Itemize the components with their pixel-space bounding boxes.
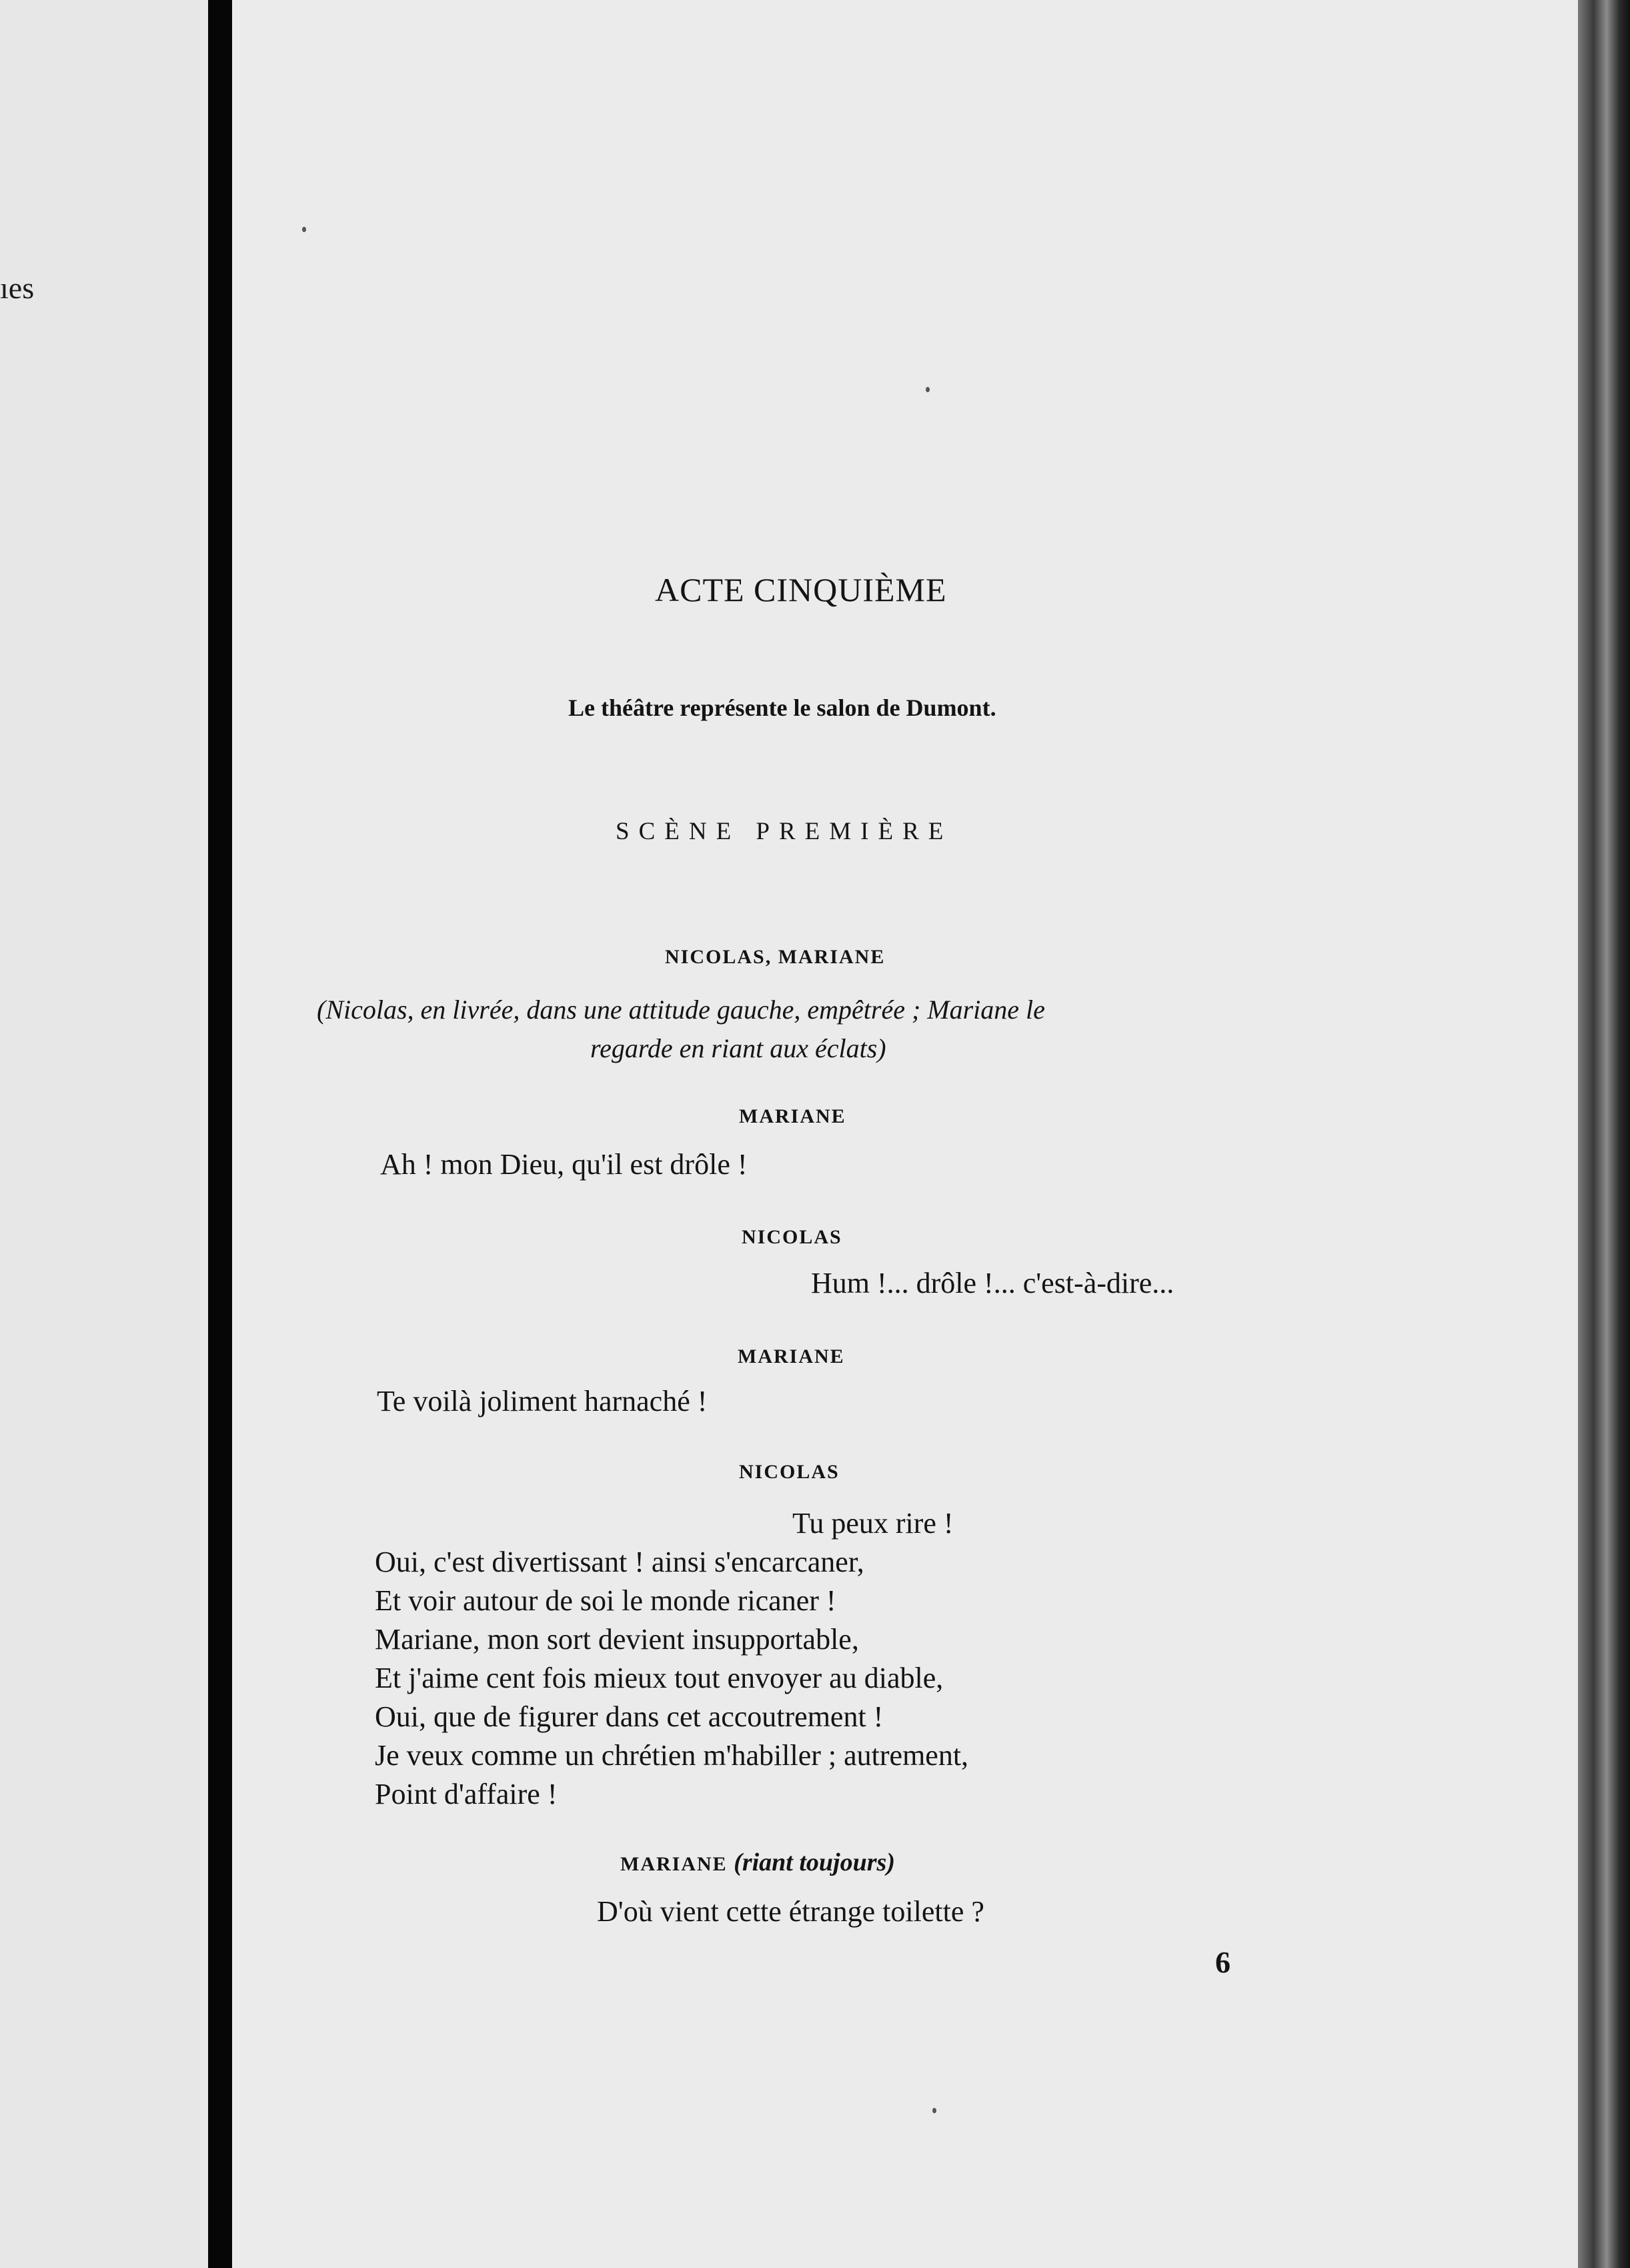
stage-direction-line: (Nicolas, en livrée, dans une attitude gauche, empêtrée ; Mariane le <box>317 995 1045 1025</box>
verse-line: Et voir autour de soi le monde ricaner ! <box>375 1584 836 1617</box>
verse-line: Point d'affaire ! <box>375 1778 558 1810</box>
paper-speck <box>926 387 930 392</box>
left-page <box>0 0 208 2268</box>
speaker-name: MARIANE <box>738 1345 845 1367</box>
book-gutter <box>208 0 232 2268</box>
verse-line: Et j'aime cent fois mieux tout envoyer au diable, <box>375 1662 944 1694</box>
verse-line: Je veux comme un chrétien m'habiller ; autrement, <box>375 1739 969 1772</box>
scene-setting: Le théâtre représente le salon de Dumont. <box>568 694 996 721</box>
characters-list: NICOLAS, MARIANE <box>665 946 886 968</box>
paper-speck <box>932 2108 936 2113</box>
speaker-with-direction <box>620 1848 895 1877</box>
stage-direction-line: regarde en riant aux éclats) <box>590 1033 886 1063</box>
left-page-text-fragment: ıes <box>0 271 35 305</box>
speaker-name: MARIANE <box>620 1853 728 1875</box>
speaker-name: NICOLAS <box>739 1461 840 1483</box>
verse-line: Mariane, mon sort devient insupportable, <box>375 1623 859 1656</box>
dialogue-line: Ah ! mon Dieu, qu'il est drôle ! <box>380 1148 748 1181</box>
dialogue-line: Te voilà joliment harnaché ! <box>377 1385 708 1418</box>
page-number: 6 <box>1215 1945 1231 1979</box>
verse-line: Oui, que de figurer dans cet accoutrement ! <box>375 1700 884 1733</box>
speaker-name: NICOLAS <box>742 1226 842 1248</box>
dialogue-line: D'où vient cette étrange toilette ? <box>597 1895 984 1928</box>
paper-speck <box>302 227 306 232</box>
dialogue-line: Hum !... drôle !... c'est-à-dire... <box>811 1267 1174 1299</box>
speaker-name: MARIANE <box>739 1105 846 1127</box>
scene-title: SCÈNE PREMIÈRE <box>616 818 953 845</box>
verse-line: Tu peux rire ! <box>792 1507 954 1540</box>
inline-stage-direction: (riant toujours) <box>734 1848 895 1876</box>
act-title: ACTE CINQUIÈME <box>655 571 947 608</box>
verse-line: Oui, c'est divertissant ! ainsi s'encarcaner, <box>375 1546 864 1578</box>
page-edge <box>1578 0 1630 2268</box>
